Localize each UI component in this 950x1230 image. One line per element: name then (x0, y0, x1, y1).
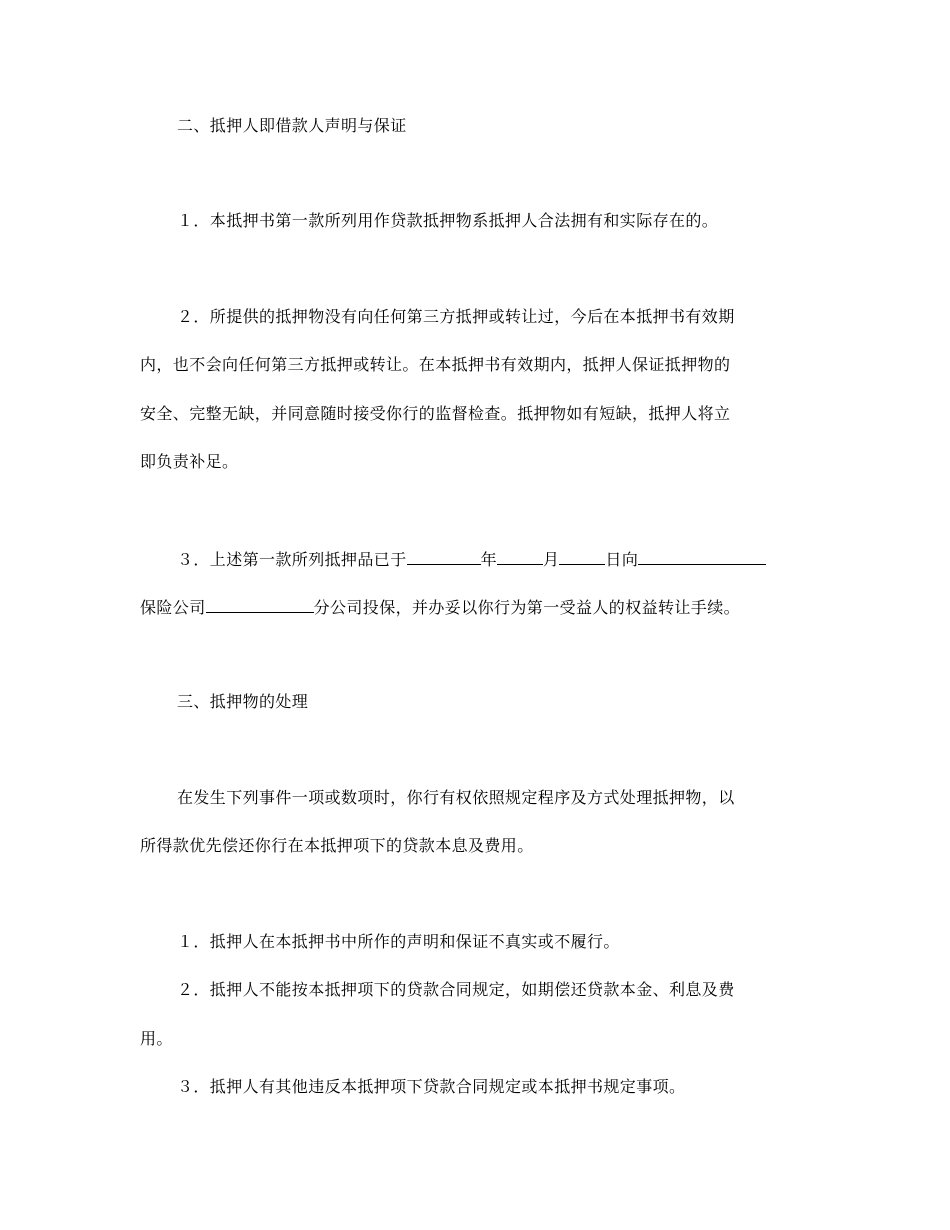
month-label: 月 (543, 550, 560, 569)
clause-2-item-2-line-1: ２．所提供的抵押物没有向任何第三方抵押或转让过，今后在本抵押书有效期 (177, 307, 735, 326)
year-blank (407, 548, 481, 565)
section-heading-3: 三、抵押物的处理 (177, 692, 309, 711)
clause-3-intro-line-1: 在发生下列事件一项或数项时，你行有权依照规定程序及方式处理抵押物，以 (177, 788, 735, 807)
clause-3-intro-line-2: 所得款优先偿还你行在本抵押项下的贷款本息及费用。 (140, 836, 534, 855)
month-blank (497, 548, 543, 565)
clause-2-item-3-prefix: ３．上述第一款所列抵押品已于 (177, 550, 407, 569)
clause-3-item-2-line-2: 用。 (140, 1029, 173, 1048)
clause-2-item-3-line-2 (140, 596, 740, 618)
section-heading-2: 二、抵押人即借款人声明与保证 (177, 116, 407, 135)
clause-3-item-2-line-1: ２．抵押人不能按本抵押项下的贷款合同规定，如期偿还贷款本金、利息及费 (177, 980, 735, 999)
clause-2-item-2-line-4: 即负责补足。 (140, 452, 239, 471)
clause-2-item-3-line-1 (177, 548, 766, 570)
insurer-label: 保险公司 (140, 598, 206, 617)
clause-2-item-1: １．本抵押书第一款所列用作贷款抵押物系抵押人合法拥有和实际存在的。 (177, 211, 719, 230)
clause-2-item-2-line-2: 内，也不会向任何第三方抵押或转让。在本抵押书有效期内，抵押人保证抵押物的 (140, 355, 731, 374)
clause-3-item-1: １．抵押人在本抵押书中所作的声明和保证不真实或不履行。 (177, 932, 620, 951)
year-label: 年 (480, 550, 498, 569)
day-to-label: 日向 (605, 550, 639, 569)
day-blank (559, 548, 605, 565)
branch-blank (206, 596, 314, 613)
insurer-blank (638, 548, 766, 565)
clause-2-item-3-suffix: 分公司投保，并办妥以你行为第一受益人的权益转让手续。 (313, 598, 741, 617)
clause-2-item-2-line-3: 安全、完整无缺，并同意随时接受你行的监督检查。抵押物如有短缺，抵押人将立 (140, 404, 731, 423)
clause-3-item-3: ３．抵押人有其他违反本抵押项下贷款合同规定或本抵押书规定事项。 (177, 1077, 686, 1096)
